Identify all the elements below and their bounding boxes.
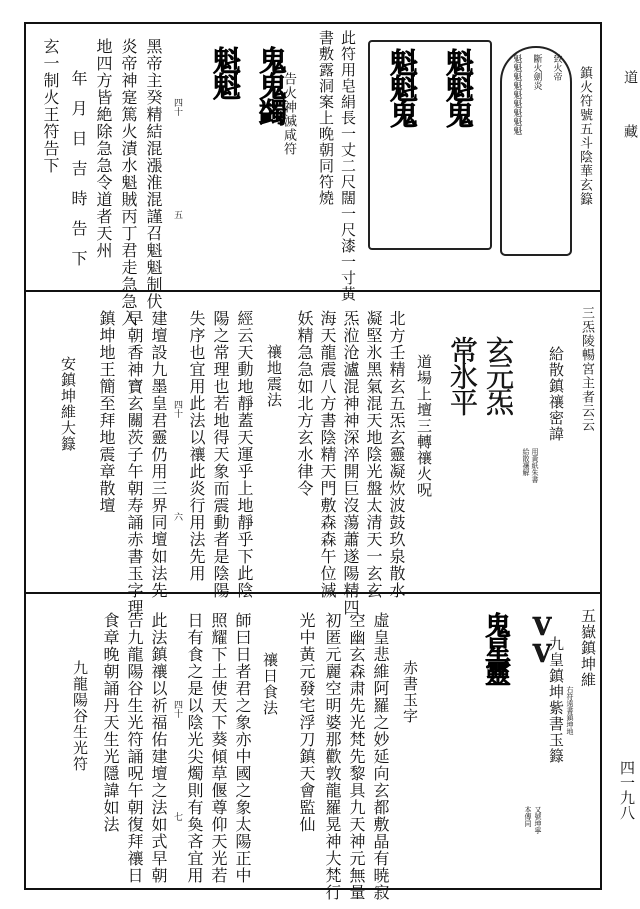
margin-mark-3b: 七 [172,812,182,821]
section2-line2-1: 經云天動地靜蓋天運乎上地靜乎下此陰 [235,310,254,599]
page-number: 四一九八 [618,760,636,820]
section3-line2-4: 此法鎮禳以祈福佑建壇之法如式早朝 [149,612,168,884]
section2-line3-2: 安鎮坤維大籙 [59,356,77,452]
section3-title: 五嶽鎮坤維 [579,608,597,688]
section2-sub1: 給散鎮禳密諱 [547,346,565,442]
section-divider-2 [24,592,602,594]
talisman-1-label-2: 斷火劍炎 [531,54,542,90]
talisman-2-glyphs: 魁魁鬼 [442,48,475,126]
section3-line2-1: 師曰日者君之象亦中國之象太陽正中 [233,612,252,884]
section1-title-2: 告火神滅咸符 [281,72,296,156]
sidebar-title: 道藏 [622,70,638,178]
talisman-1 [500,46,572,256]
section2-heading-2: 禳地震法 [265,344,283,408]
section2-line3-1: 鎮坤地王簡至拜地震章散壇 [97,310,116,514]
section3-sub-note: 又號坤寧 [534,806,542,834]
talisman-2-glyphs-b: 魁魁鬼 [386,48,419,126]
section1-title: 鎮火符號五斗陰華玄籙 [577,66,592,206]
margin-mark-1a: 四十 [172,98,182,116]
section3-sub: 九皇鎮坤紫書玉籙 [547,636,565,764]
section2-line-3: 炁涖沧瀘混神神深淬開巨沒蕩蕭遂陽精四 [341,310,360,616]
talisman-5-glyphs-b: 鬼星靈 [480,612,511,684]
section2-sub2-note: 給散禳解 [522,448,530,476]
margin-mark-2a: 四十 [172,400,182,418]
section1-line-b: 炎帝神寔篤火漬水魁賊丙丁君走急急入 [119,38,138,327]
section2-heading: 道場上壇三轉禳火呪 [415,354,433,498]
section3-label: 赤書玉字 [401,660,419,724]
talisman-1-label-3: 魁魁魁魁魁魁魁魁魁 [511,54,522,135]
section1-line-c: 地四方皆絶除急急令道者天州 [94,38,113,259]
talisman-3-glyphs: 鬼鬼蠲 [255,46,288,124]
section-divider-1 [24,290,602,292]
section2-title: 三炁陵暢宮主者云云 [579,306,594,432]
section2-line-4: 海天龍震八方書陰精天門敷森森午位滅 [318,310,337,599]
section3-line2-6: 食章晚朝誦丹天生光隱諱如法 [101,612,120,833]
section2-line-5: 妖精急急如北方玄水律令 [295,310,314,497]
section2-line2-2: 陽之常理也若地得天象而震動者是陰陽 [211,310,230,599]
section3-line-4: 光中黃元發宅浮刀鎮天會監仙 [297,612,316,833]
section2-line2-5: 早朝香神寶玄關茨子午朝寿誦赤書玉字理 [125,310,144,616]
talisman-2 [368,40,492,250]
section2-line-1: 北方壬精玄五炁玄靈凝炊波鼓玖泉散水 [387,310,406,599]
talisman-4-glyphs-b: 常氷平 [446,336,479,414]
talisman-3-glyphs-b: 魁魁 [209,46,242,98]
section1-line-a: 黑帝主癸精結混漲淮混謹召魁魁制伏 [144,38,163,310]
section3-line-2: 空幽玄森肃先光梵先黎具九天神元無量 [347,612,366,901]
talisman-5-glyphs: VV [527,612,557,666]
talisman-1-label: 致火帝 [551,54,562,81]
section3-title-2: 九龍陽谷生光符 [71,660,89,772]
margin-mark-1b: 五 [172,210,182,219]
margin-mark-3a: 四十 [172,700,182,718]
section1-note: 此符用皂絹長一丈二尺闊一尺漆一寸黃 [339,30,357,302]
section2-line2-3: 失序也宜用此法以禳此炎行用法先用 [187,310,206,582]
section1-line-d: 年月日吉時告下 [69,70,88,280]
section2-line-2: 凝堅氷黑氣混天地陰光盤太清天一玄玄 [364,310,383,599]
section3-line-3: 初匿元麗空明婆那歡敦龍羅晃神大梵行 [323,612,342,901]
margin-mark-2b: 六 [172,512,182,521]
section1-line-e: 玄一制火王符告下 [41,38,60,174]
section3-line2-5: 告九龍陽谷生光符誦呪午朝復拜禳日 [125,612,144,884]
section3-line2-2: 照耀下土使天下葵傾草偃尊仰天光若 [209,612,228,884]
section3-line-1: 虛皇悲維阿羅之妙延向玄都敷晶有暁寂 [371,612,390,901]
talisman-4-glyphs: 玄元炁 [482,336,515,414]
section2-sub1-note: 用黃紙朱書 [531,448,539,483]
section3-sub-note-2: 本傳同 [524,806,532,827]
section1-note-2: 書敷露洞案上晚朝同符燒 [317,30,335,206]
section3-title-note: 右符遠書鎮坤地 [566,686,574,735]
section3-line2-3: 日有食之是以陰光尖燭則有奐吝宜用 [185,612,204,884]
section3-heading: 禳日食法 [261,652,279,716]
talisman-4 [440,330,520,570]
section2-line2-4: 建壇設九墨皇君靈仍用三界同壇如法先 [149,310,168,599]
